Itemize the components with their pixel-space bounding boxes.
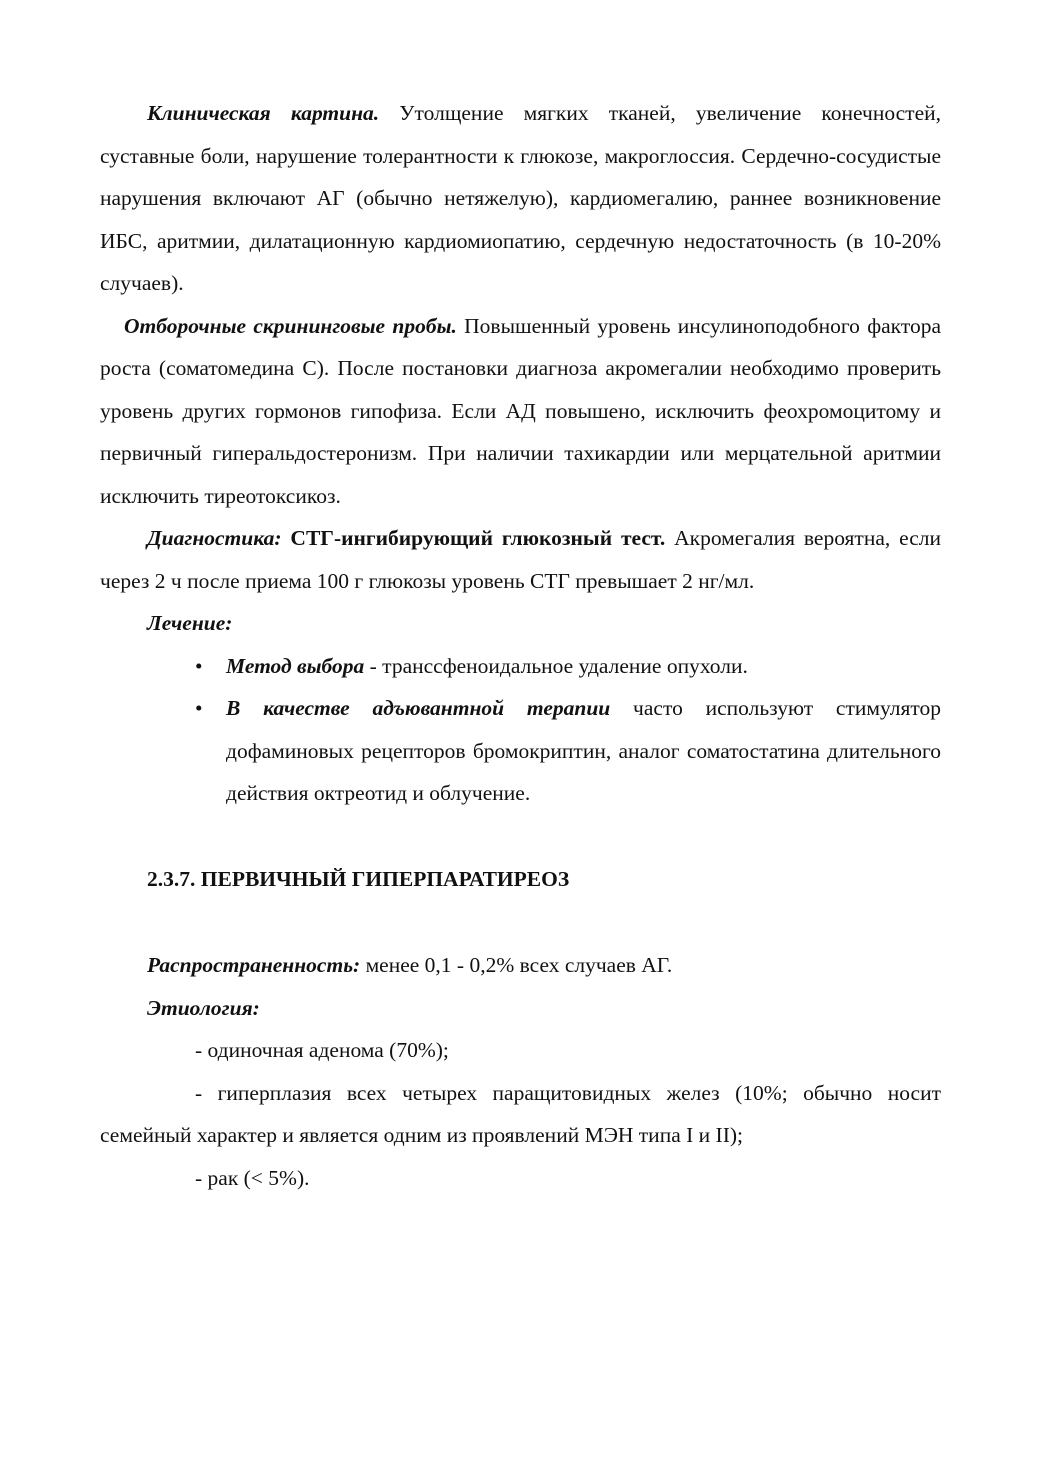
section-heading: 2.3.7. ПЕРВИЧНЫЙ ГИПЕРПАРАТИРЕОЗ (147, 866, 570, 891)
bullet-icon: • (195, 696, 203, 720)
etiology-item: - одиночная аденома (70%); (195, 1038, 449, 1062)
screening-paragraph (100, 305, 941, 518)
list-item (100, 645, 941, 688)
diagnostics-text: Акромегалия вероятна, если через 2 ч после приема 100 г глюкозы уровень СТГ превышает 2 нг/мл. (100, 526, 941, 593)
clinical-label: Клиническая картина. (147, 101, 380, 125)
prevalence-paragraph (147, 944, 941, 987)
screening-text: Повышенный уровень инсулиноподобного фактора роста (соматомедина С). После постановки диагноза акромегалии необходимо проверить уровень других гормонов гипофиза. Если АД повышено, исключить феохромоцитому и первичный гиперальдостеронизм. При наличии тахикардии или мерцательной аритмии исключить тиреотоксикоз. (100, 313, 941, 508)
diagnostics-paragraph (100, 517, 941, 602)
prevalence-label: Распространенность: (147, 953, 361, 977)
clinical-text: Утолщение мягких тканей, увеличение конечностей, суставные боли, нарушение толерантности к глюкозе, макроглоссия. Сердечно-сосудистые нарушения включают АГ (обычно нетяжелую), кардиомегалию, раннее возникновение ИБС, аритмии, дилатационную кардиомиопатию, сердечную недостаточность (в 10-20% случаев). (100, 101, 942, 295)
prevalence-text: менее 0,1 - 0,2% всех случаев АГ. (360, 953, 673, 977)
treatment-label-line (147, 602, 941, 645)
diagnostics-test-name: СТГ-ингибирующий глюкозный тест. (281, 526, 666, 550)
document-page (100, 92, 941, 1199)
list-item (100, 687, 941, 815)
etiology-label-line (147, 987, 941, 1030)
screening-label: Отборочные скрининговые пробы. (124, 313, 457, 338)
bullet-icon: • (195, 653, 203, 678)
treatment-list (100, 645, 941, 815)
diagnostics-label: Диагностика: (147, 526, 282, 550)
treatment-item-text: часто используют стимулятор дофаминовых рецепторов бромокриптин, аналог соматостатина длительного действия октреотид и облучение. (226, 696, 941, 805)
treatment-label: Лечение: (147, 611, 233, 635)
etiology-label: Этиология: (147, 995, 260, 1020)
treatment-item-label: Метод выбора (226, 653, 365, 678)
etiology-item: - рак (< 5%). (195, 1165, 310, 1190)
treatment-item-label: В качестве адъювантной терапии (226, 696, 611, 720)
clinical-paragraph (100, 92, 941, 305)
etiology-item: - гиперплазия всех четырех паращитовидных желез (10%; обычно носит семейный характер и является одним из проявлений МЭН типа I и II); (100, 1080, 941, 1147)
treatment-item-text: - трансcфеноидальное удаление опухоли. (364, 653, 748, 678)
